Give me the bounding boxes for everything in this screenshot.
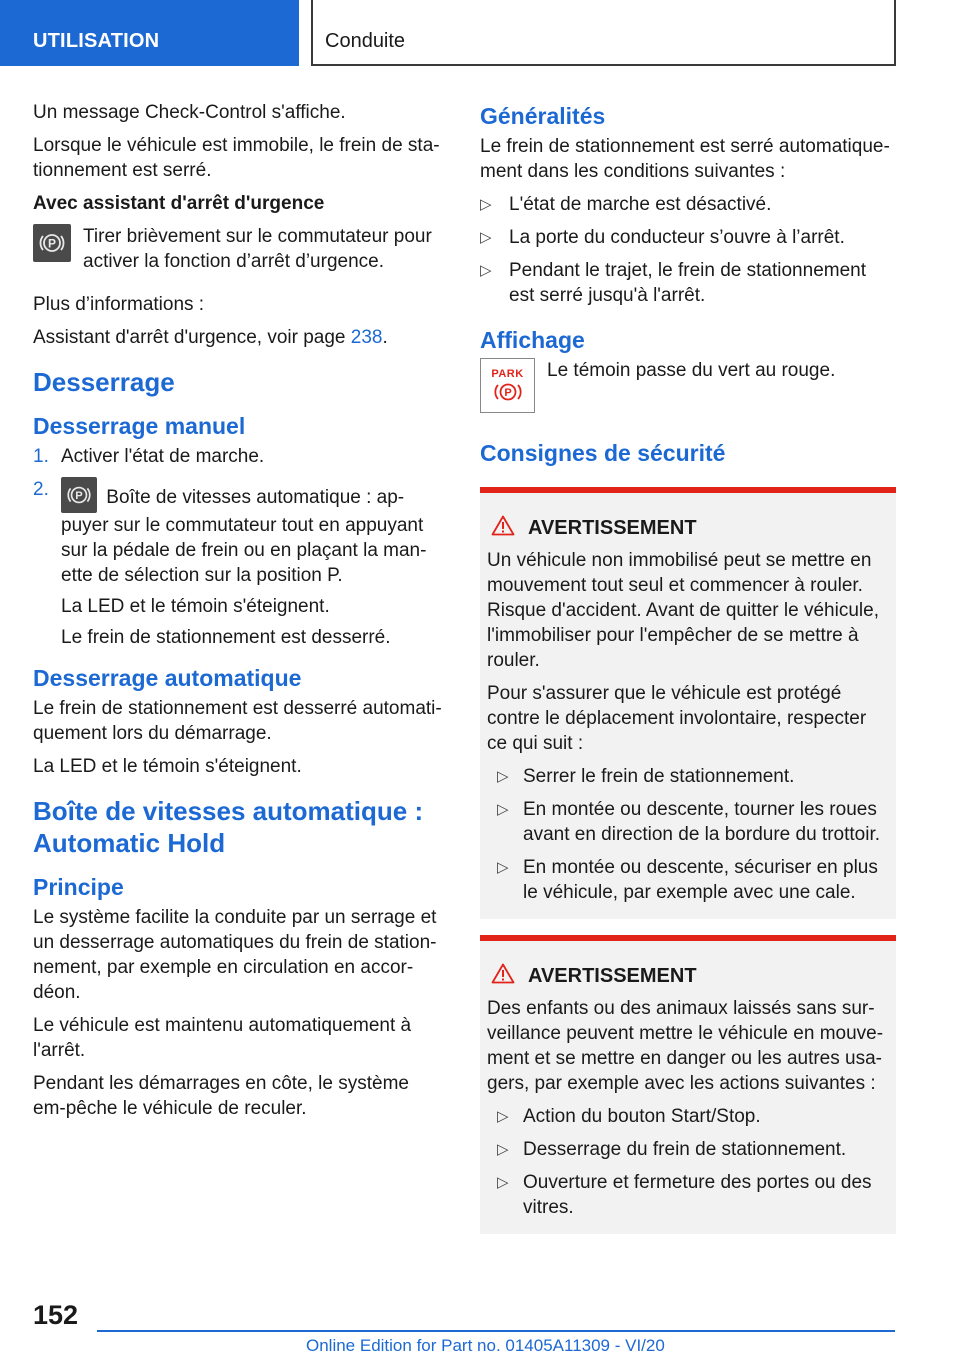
- principle-text-2: Le véhicule est maintenu automatiquement à l'arrêt.: [33, 1015, 412, 1061]
- list-item: [487, 1170, 888, 1220]
- page-number: 152: [33, 1300, 79, 1330]
- general-conditions-list: [480, 192, 896, 308]
- warning-box-2: [480, 935, 896, 1234]
- left-column: [33, 100, 445, 1129]
- list-item-text: En montée ou descente, sécuriser en plus le véhicule, par exemple avec une cale.: [523, 857, 878, 903]
- auto-release-text: Le frein de stationnement est desserré automati-quement lors du démarrage.: [33, 698, 442, 744]
- warning-list-1: [487, 764, 888, 905]
- warning-text-1: Un véhicule non immobilisé peut se mettre en mouvement tout seul et commencer à rouler. Risque d'accident. Avant de quitter le véhicule, l'immobiliser pour l'empêcher de se mettre à rouler.: [487, 550, 879, 671]
- header-section-label: UTILISATION: [33, 30, 160, 52]
- warning-title: [487, 963, 888, 990]
- list-item: [480, 192, 896, 217]
- emergency-text: Tirer brièvement sur le commutateur pour activer la fonction d’arrêt d’urgence.: [83, 226, 432, 272]
- triangle-bullet-icon: ▷: [497, 768, 509, 785]
- parking-brake-switch-icon: [33, 224, 71, 262]
- manual-release-heading: Desserrage manuel: [33, 413, 246, 439]
- list-item-text: Ouverture et fermeture des portes ou des vitres.: [523, 1172, 872, 1218]
- triangle-bullet-icon: ▷: [497, 1108, 509, 1125]
- park-indicator-label: PARK: [491, 367, 524, 380]
- manual-steps-list: [33, 444, 445, 650]
- warning-title: [487, 515, 888, 542]
- warning-list-2: [487, 1104, 888, 1220]
- triangle-bullet-icon: ▷: [497, 1141, 509, 1158]
- reference-end: .: [382, 327, 388, 348]
- list-item-text: En montée ou descente, tourner les roues avant en direction de la bordure du trottoir.: [523, 799, 881, 845]
- triangle-bullet-icon: ▷: [480, 229, 492, 246]
- list-item: [33, 444, 445, 469]
- warning-text-2: Pour s'assurer que le véhicule est protégé contre le déplacement involontaire, respecter ce qui suit :: [487, 683, 867, 754]
- page-reference-link[interactable]: 238: [350, 327, 383, 348]
- triangle-bullet-icon: ▷: [497, 801, 509, 818]
- footer-divider: [97, 1330, 895, 1332]
- list-item-text: Action du bouton Start/Stop.: [523, 1106, 761, 1127]
- list-item-text: L'état de marche est désactivé.: [509, 194, 772, 215]
- header-chapter-tab: [311, 0, 896, 66]
- reference-label: Assistant d'arrêt d'urgence, voir page: [33, 327, 351, 348]
- list-item: [487, 797, 888, 847]
- display-heading: Affichage: [480, 327, 585, 353]
- list-item: [33, 477, 445, 650]
- list-item-text: La porte du conducteur s’ouvre à l’arrêt.: [509, 227, 845, 248]
- reference-text: [33, 325, 445, 350]
- check-control-text: Un message Check-Control s'affiche.: [33, 102, 346, 123]
- emergency-heading: Avec assistant d'arrêt d'urgence: [33, 193, 325, 214]
- display-text: Le témoin passe du vert au rouge.: [547, 360, 836, 381]
- warning-text-1: Des enfants ou des animaux laissés sans sur-veillance peuvent mettre le véhicule en mouve-ment et se mettre en danger ou les autres usa-gers, par exemple avec les actions suivantes :: [487, 998, 884, 1094]
- park-indicator-letter: P: [503, 386, 512, 399]
- list-item-text: Serrer le frein de stationnement.: [523, 766, 795, 787]
- right-column: [480, 100, 896, 1250]
- release-heading: Desserrage: [33, 367, 175, 397]
- header-chapter-label: Conduite: [325, 30, 406, 52]
- display-row: [480, 358, 896, 413]
- header-section-tab: [0, 0, 299, 66]
- auto-release-led-text: La LED et le témoin s'éteignent.: [33, 756, 302, 777]
- triangle-bullet-icon: ▷: [480, 196, 492, 213]
- emergency-row: [33, 224, 445, 274]
- safety-heading: Consignes de sécurité: [480, 440, 726, 466]
- auto-release-heading: Desserrage automatique: [33, 665, 302, 691]
- list-item: [487, 1137, 888, 1162]
- triangle-bullet-icon: ▷: [497, 859, 509, 876]
- list-item-text: Pendant le trajet, le frein de stationnement est serré jusqu'à l'arrêt.: [509, 260, 867, 306]
- step-result-led: La LED et le témoin s'éteignent.: [61, 596, 330, 617]
- stationary-text: Lorsque le véhicule est immobile, le frein de sta-tionnement est serré.: [33, 135, 440, 181]
- step-number: 1.: [33, 446, 49, 467]
- parking-brake-switch-icon: [61, 477, 97, 513]
- triangle-bullet-icon: ▷: [480, 262, 492, 279]
- warning-triangle-icon: [491, 963, 515, 990]
- step-number: 2.: [33, 479, 49, 500]
- warning-title-text: AVERTISSEMENT: [528, 517, 697, 539]
- general-heading: Généralités: [480, 103, 606, 129]
- list-item: [487, 1104, 888, 1129]
- footer-edition-text: Online Edition for Part no. 01405A11309 - VI/20: [306, 1336, 665, 1355]
- list-item-text: Desserrage du frein de stationnement.: [523, 1139, 847, 1160]
- warning-box-1: [480, 487, 896, 919]
- list-item: [480, 258, 896, 308]
- list-item: [487, 764, 888, 789]
- automatic-hold-heading: Boîte de vitesses automatique : Automatic Hold: [33, 796, 424, 858]
- list-item: [487, 855, 888, 905]
- park-indicator-icon: [480, 358, 535, 413]
- step-result-brake: Le frein de stationnement est desserré.: [61, 627, 391, 648]
- principle-text-3: Pendant les démarrages en côte, le système em-pêche le véhicule de reculer.: [33, 1073, 409, 1119]
- warning-title-text: AVERTISSEMENT: [528, 965, 697, 987]
- general-text: Le frein de stationnement est serré automatique-ment dans les conditions suivantes :: [480, 136, 890, 182]
- warning-triangle-icon: [491, 515, 515, 542]
- svg-text:P: P: [47, 236, 57, 251]
- svg-text:P: P: [75, 490, 83, 503]
- step-text: Activer l'état de marche.: [61, 446, 265, 467]
- principle-text-1: Le système facilite la conduite par un serrage et un desserrage automatiques du frein de station-nement, par exemple en circulation en accor-déon.: [33, 907, 437, 1003]
- more-info-text: Plus d’informations :: [33, 294, 205, 315]
- step-text: Boîte de vitesses automatique : ap-puyer sur le commutateur tout en appuyant sur la pédale de frein ou en plaçant la man-ette de sélection sur la position P.: [61, 487, 427, 586]
- list-item: [480, 225, 896, 250]
- principle-heading: Principe: [33, 874, 124, 900]
- triangle-bullet-icon: ▷: [497, 1174, 509, 1191]
